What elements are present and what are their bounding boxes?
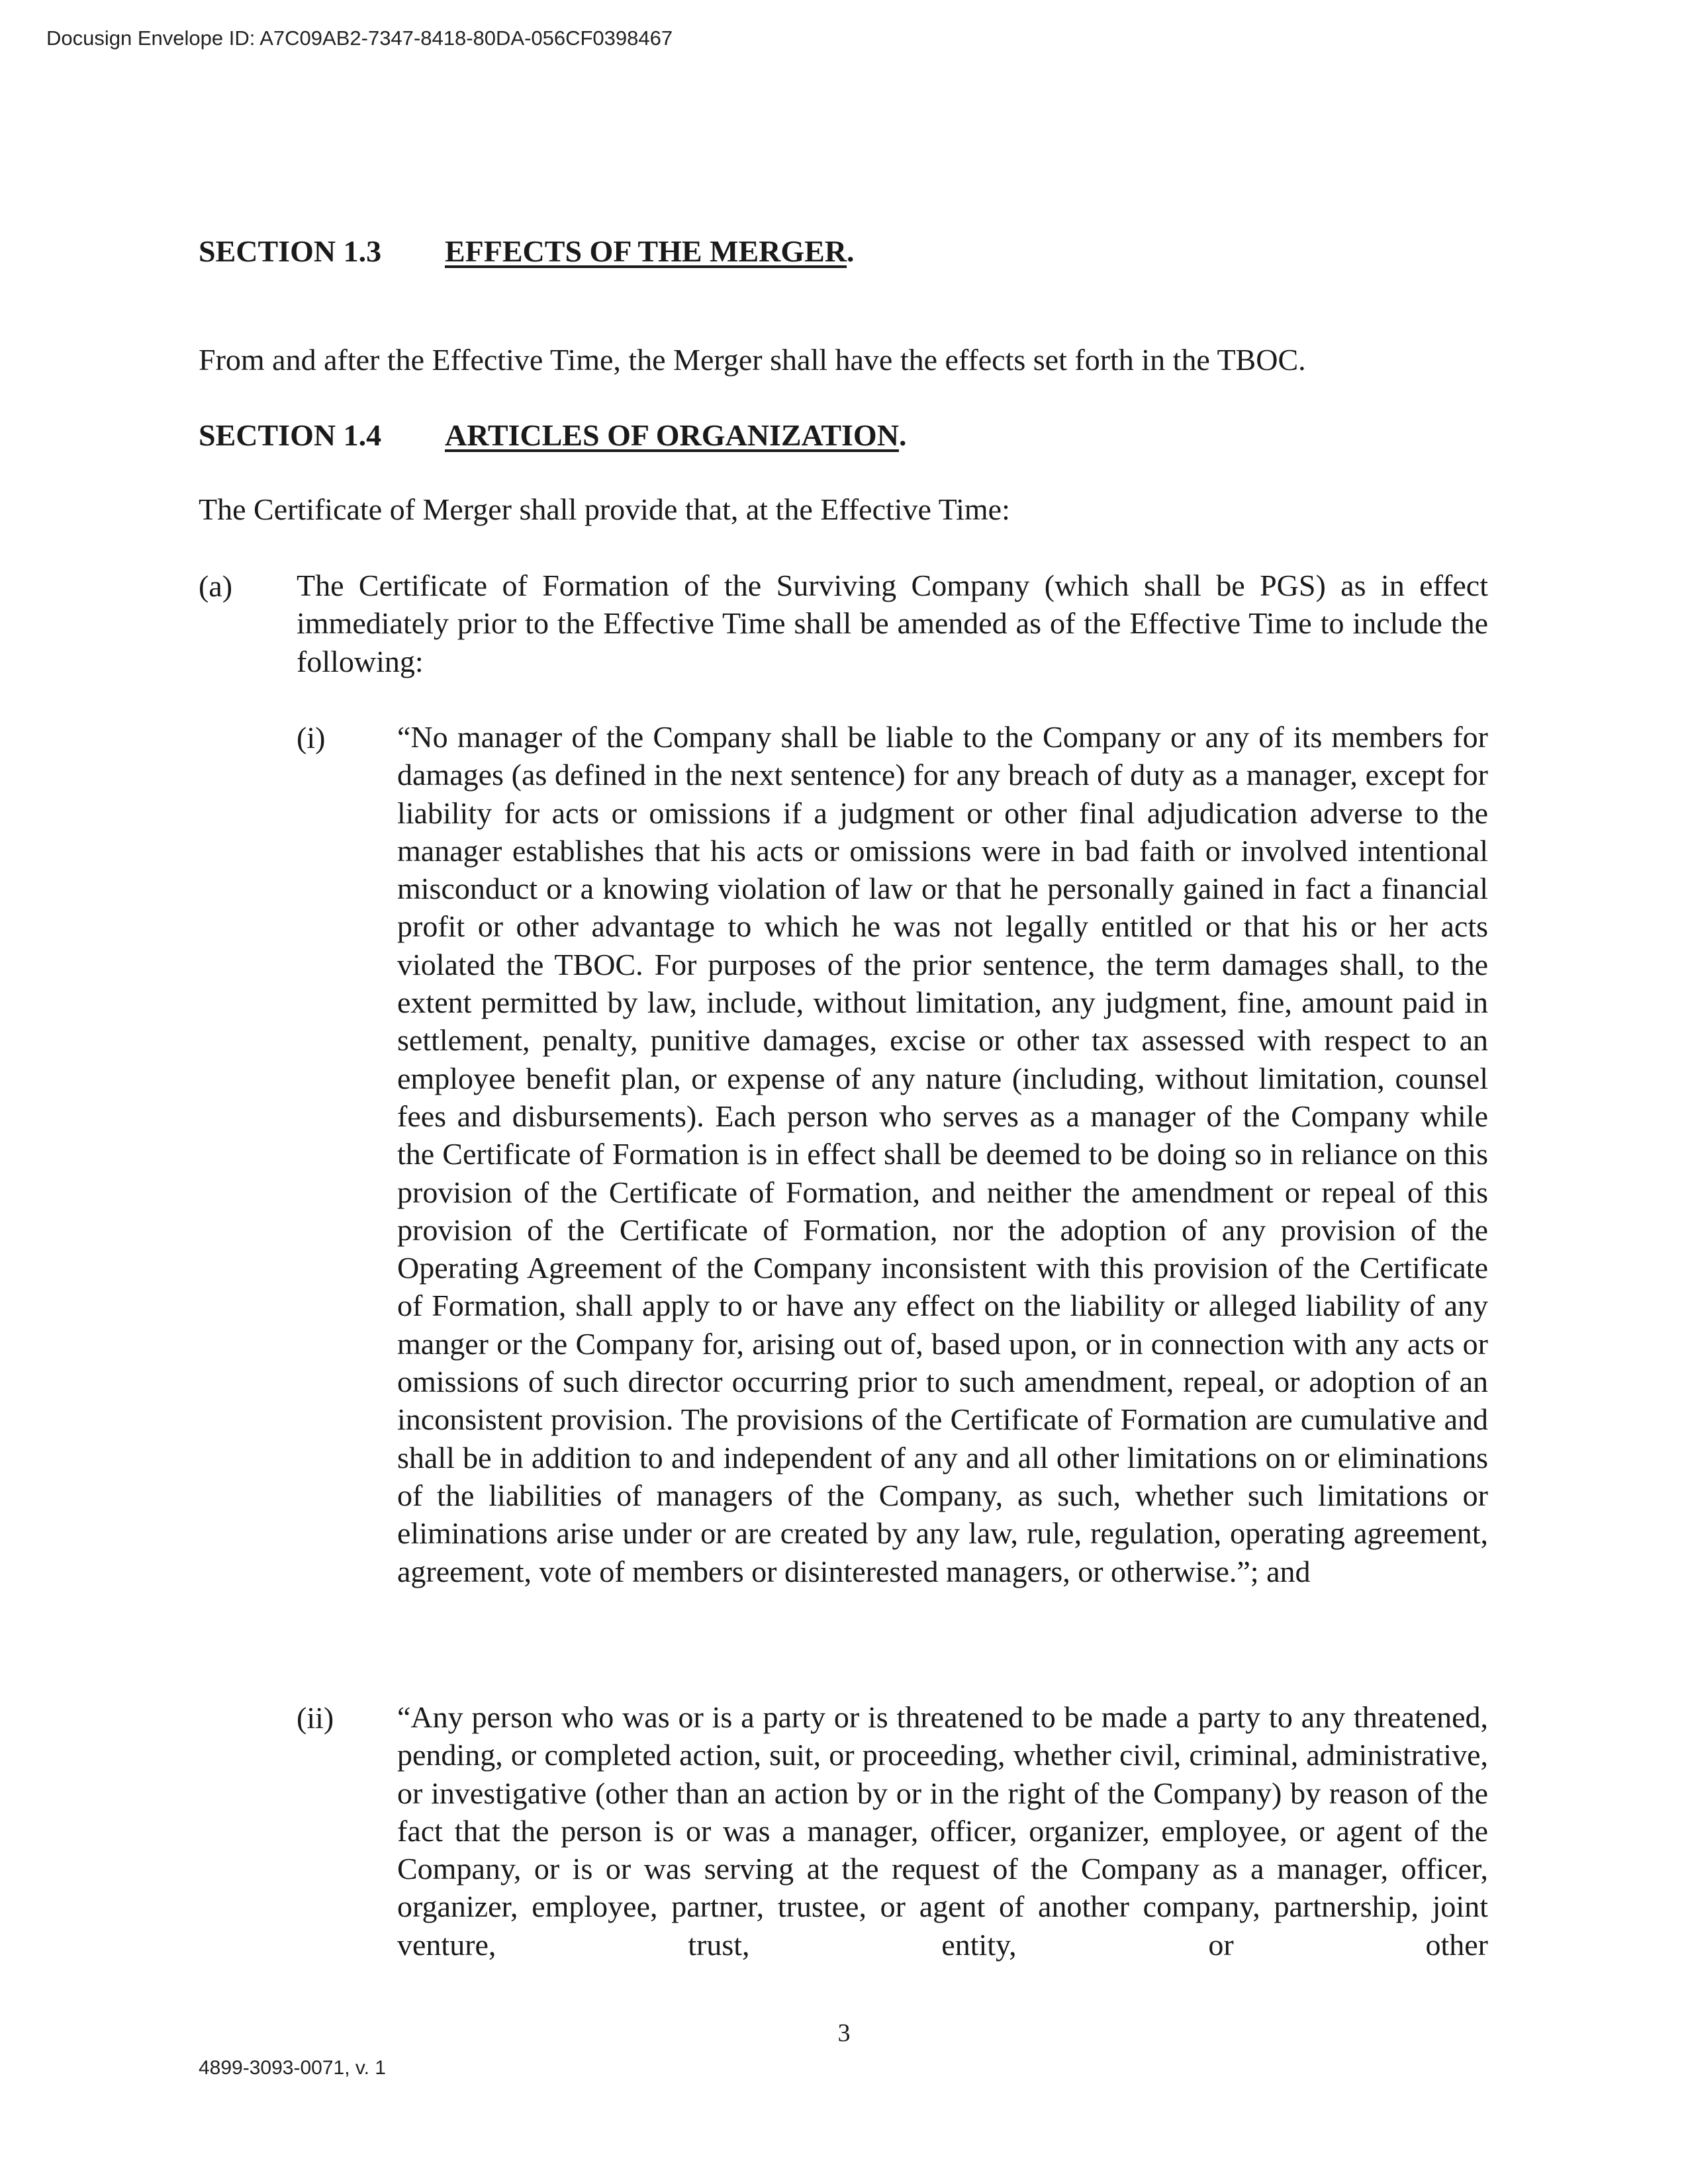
clause-ii-label: (ii) <box>297 1701 334 1735</box>
section-1-3-number: SECTION 1.3 <box>199 234 382 268</box>
docusign-envelope-id: Docusign Envelope ID: A7C09AB2-7347-8418-80DA-056CF0398467 <box>46 26 673 50</box>
section-1-3-heading: SECTION 1.3 EFFECTS OF THE MERGER. <box>199 232 855 271</box>
section-1-4-number: SECTION 1.4 <box>199 418 382 452</box>
page-number: 3 <box>837 2019 851 2047</box>
clause-i-label: (i) <box>297 721 326 754</box>
document-number: 4899-3093-0071, v. 1 <box>199 2057 386 2079</box>
section-1-4-title: ARTICLES OF ORGANIZATION <box>445 418 899 452</box>
clause-a-text: The Certificate of Formation of the Surviving Company (which shall be PGS) as in effect immediately prior to the Effective Time shall be amended as of the Effective Time to include the following: <box>297 569 1488 678</box>
section-1-3-title: EFFECTS OF THE MERGER <box>445 234 847 268</box>
clause-ii-text: “Any person who was or is a party or is threatened to be made a party to any threatened, pending, or completed action, suit, or proceeding, whether civil, criminal, administrative, or investigative (other than an action by or in the right of the Company) by reason of the fact that the person is or was a manager, officer, organizer, employee, or agent of the Company, or is or was serving at the request of the Company as a manager, officer, organizer, employee, partner, trustee, or agent of another company, partnership, joint venture, trust, entity, or other <box>397 1700 1488 1962</box>
section-1-3-body: From and after the Effective Time, the Merger shall have the effects set forth in the TBOC. <box>199 343 1306 377</box>
section-1-4-intro: The Certificate of Merger shall provide that, at the Effective Time: <box>199 492 1010 526</box>
section-1-4-heading: SECTION 1.4 ARTICLES OF ORGANIZATION. <box>199 416 906 455</box>
clause-i-text: “No manager of the Company shall be liable to the Company or any of its members for damages (as defined in the next sentence) for any breach of duty as a manager, except for liability for acts or omissions if a judgment or other final adjudication adverse to the manager establishes that his acts or omissions were in bad faith or involved intentional misconduct or a knowing violation of law or that he personally gained in fact a financial profit or other advantage to which he was not legally entitled or that his or her acts violated the TBOC. For purposes of the prior sentence, the term damages shall, to the extent permitted by law, include, without limitation, any judgment, fine, amount paid in settlement, penalty, punitive damages, excise or other tax assessed with respect to an employee benefit plan, or expense of any nature (including, without limitation, counsel fees and disbursements). Each person who serves as a manager of the Company while the Certificate of Formation is in effect shall be deemed to be doing so in reliance on this provision of the Certificate of Formation, and neither the amendment or repeal of this provision of the Certificate of Formation, nor the adoption of any provision of the Operating Agreement of the Company inconsistent with this provision of the Certificate of Formation, shall apply to or have any effect on the liability or alleged liability of any manger or the Company for, arising out of, based upon, or in connection with any acts or omissions of such director occurring prior to such amendment, repeal, or adoption of an inconsistent provision. The provisions of the Certificate of Formation are cumulative and shall be in addition to and independent of any and all other limitations on or eliminations of the liabilities of managers of the Company, as such, whether such limitations or eliminations arise under or are created by any law, rule, regulation, operating agreement, agreement, vote of members or disinterested managers, or otherwise.”; and <box>397 720 1488 1588</box>
clause-a-label: (a) <box>199 569 233 603</box>
